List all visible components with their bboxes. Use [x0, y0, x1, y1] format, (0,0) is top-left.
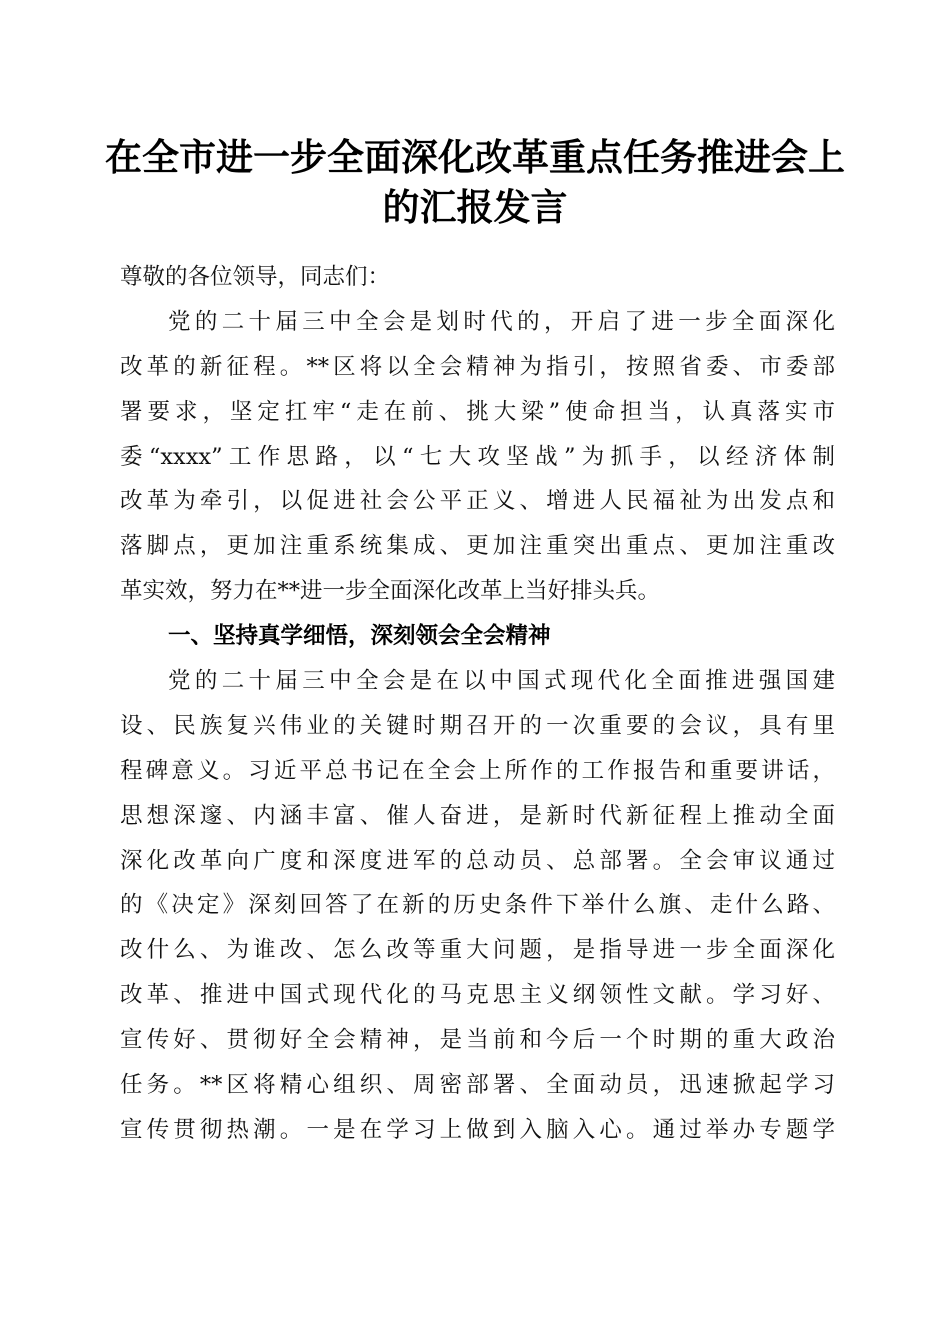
paragraph-2-line: 党的二十届三中全会是在以中国式现代化全面推进强国建 [168, 668, 835, 695]
paragraph-1-line: 落脚点，更加注重系统集成、更加注重突出重点、更加注重改 [120, 533, 835, 560]
document-title [100, 132, 850, 232]
paragraph-1-line: 党的二十届三中全会是划时代的，开启了进一步全面深化 [168, 308, 835, 335]
title-line-2: 的汇报发言 [382, 185, 568, 229]
paragraph-2-line: 程碑意义。习近平总书记在全会上所作的工作报告和重要讲话， [120, 757, 835, 784]
paragraph-2 [120, 659, 835, 1153]
paragraph-1-line: 革实效，努力在**进一步全面深化改革上当好排头兵。 [120, 578, 661, 605]
paragraph-2-line: 任务。**区将精心组织、周密部署、全面动员，迅速掀起学习 [120, 1072, 835, 1099]
paragraph-2-line: 宣传好、贯彻好全会精神，是当前和今后一个时期的重大政治 [120, 1027, 835, 1054]
paragraph-1-line: 改革的新征程。**区将以全会精神为指引，按照省委、市委部 [120, 353, 835, 380]
section-1-heading: 一、坚持真学细悟，深刻领会全会精神 [168, 623, 551, 650]
paragraph-2-line: 思想深邃、内涵丰富、催人奋进，是新时代新征程上推动全面 [120, 802, 835, 829]
paragraph-2-line: 宣传贯彻热潮。一是在学习上做到入脑入心。通过举办专题学 [120, 1116, 835, 1143]
paragraph-1-line: 委“xxxx”工作思路，以“七大攻坚战”为抓手，以经济体制 [120, 443, 835, 470]
document-body [120, 255, 835, 1153]
paragraph-2-line: 的《决定》深刻回答了在新的历史条件下举什么旗、走什么路、 [120, 892, 835, 919]
title-line-1: 在全市进一步全面深化改革重点任务推进会上 [105, 135, 845, 179]
paragraph-2-line: 深化改革向广度和深度进军的总动员、总部署。全会审议通过 [120, 847, 835, 874]
paragraph-2-line: 设、民族复兴伟业的关键时期召开的一次重要的会议，具有里 [120, 712, 835, 739]
paragraph-2-line: 改革、推进中国式现代化的马克思主义纲领性文献。学习好、 [120, 982, 835, 1009]
paragraph-2-line: 改什么、为谁改、怎么改等重大问题，是指导进一步全面深化 [120, 937, 835, 964]
salutation: 尊敬的各位领导，同志们： [120, 264, 391, 290]
paragraph-1-line: 改革为牵引，以促进社会公平正义、增进人民福祉为出发点和 [120, 488, 835, 515]
paragraph-1 [120, 300, 835, 614]
paragraph-1-line: 署要求，坚定扛牢“走在前、挑大梁”使命担当，认真落实市 [120, 398, 835, 425]
